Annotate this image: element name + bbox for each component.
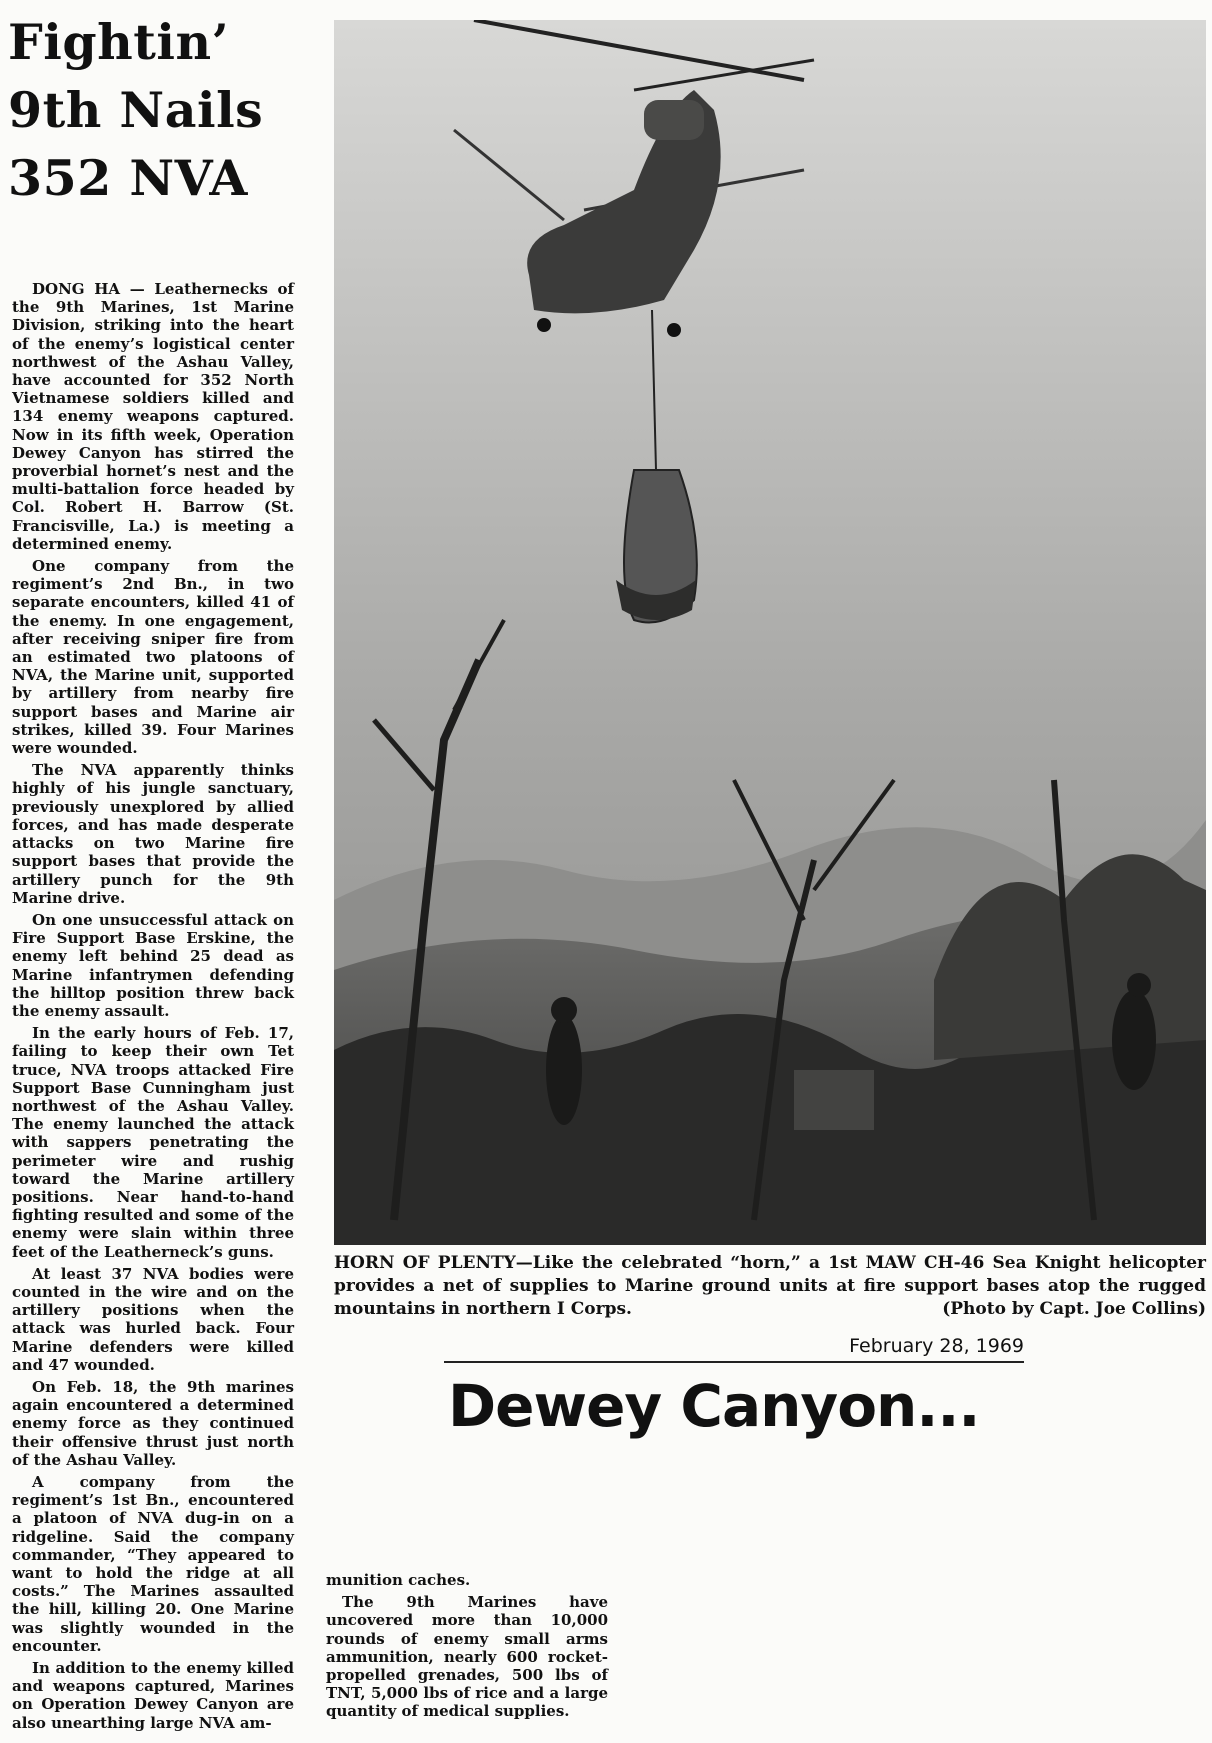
article-paragraph: One company from the regiment’s 2nd Bn., in two separate encounters, killed 41 of the enemy. In one engagement, after receiving sniper fire from an estimated two platoons of NVA, the Marine unit, supported by artillery from nearby fire support bases and Marine air strikes, killed 39. Four Marines were wounded. <box>12 557 294 758</box>
headline-line-3: 352 NVA <box>8 149 248 207</box>
photo-caption <box>334 1252 1206 1321</box>
headline <box>8 8 328 212</box>
section-title: Dewey Canyon... <box>448 1372 980 1440</box>
article-paragraph: At least 37 NVA bodies were counted in the wire and on the artillery positions when the attack was hurled back. Four Marine defenders were killed and 47 wounded. <box>12 1264 294 1374</box>
article-paragraph: On one unsuccessful attack on Fire Support Base Erskine, the enemy left behind 25 dead as Marine infantrymen defending the hilltop position threw back the enemy assault. <box>12 910 294 1020</box>
photo-credit: (Photo by Capt. Joe Collins) <box>942 1299 1206 1319</box>
article-continued <box>326 1571 608 1725</box>
article-paragraph: The NVA apparently thinks highly of his jungle sanctuary, previously unexplored by allied forces, and has made desperate attacks on two Marine fire support bases that provide the artillery punch for the 9th Marine drive. <box>12 761 294 907</box>
article-paragraph: The 9th Marines have uncovered more than 10,000 rounds of enemy small arms ammunition, nearly 600 rocket-propelled grenades, 500 lbs of TNT, 5,000 lbs of rice and a large quantity of medical supplies. <box>326 1593 608 1721</box>
issue-date: February 28, 1969 <box>444 1335 1024 1363</box>
helicopter-photo <box>334 20 1206 1245</box>
article-paragraph: On Feb. 18, the 9th marines again encountered a determined enemy force as they continued their offensive thrust just north of the Ashau Valley. <box>12 1377 294 1469</box>
photo-caption-text: HORN OF PLENTY—Like the celebrated “horn,” a 1st MAW CH-46 Sea Knight helicopter provides a net of supplies to Marine ground units at fire support bases atop the rugged mountains in northern I Corps. <box>334 1253 1206 1319</box>
helicopter-photo-illustration <box>334 20 1206 1245</box>
article-paragraph: A company from the regiment’s 1st Bn., encountered a platoon of NVA dug-in on a ridgeline. Said the company commander, “They appeared to want to hold the ridge at all costs.” The Marines assaulted the hill, killing 20. One Marine was slightly wounded in the encounter. <box>12 1473 294 1655</box>
article-paragraph: In the early hours of Feb. 17, failing to keep their own Tet truce, NVA troops attacked Fire Support Base Cunningham just northwest of the Ashau Valley. The enemy launched the attack with sappers penetrating the perimeter wire and rushig toward the Marine artillery positions. Near hand-to-hand fighting resulted and some of the enemy were slain within three feet of the Leatherneck’s guns. <box>12 1024 294 1261</box>
article-paragraph: In addition to the enemy killed and weapons captured, Marines on Operation Dewey Canyon are also unearthing large NVA am- <box>12 1659 294 1732</box>
article-body <box>12 280 294 1736</box>
headline-line-1: Fightin’ <box>8 13 230 71</box>
headline-line-2: 9th Nails <box>8 81 264 139</box>
article-paragraph: DONG HA — Leathernecks of the 9th Marines, 1st Marine Division, striking into the heart of the enemy’s logistical center northwest of the Ashau Valley, have accounted for 352 North Vietnamese soldiers killed and 134 enemy weapons captured. Now in its fifth week, Operation Dewey Canyon has stirred the proverbial hornet’s nest and the multi-battalion force headed by Col. Robert H. Barrow (St. Francisville, La.) is meeting a determined enemy. <box>12 280 294 553</box>
article-paragraph: munition caches. <box>326 1571 471 1589</box>
